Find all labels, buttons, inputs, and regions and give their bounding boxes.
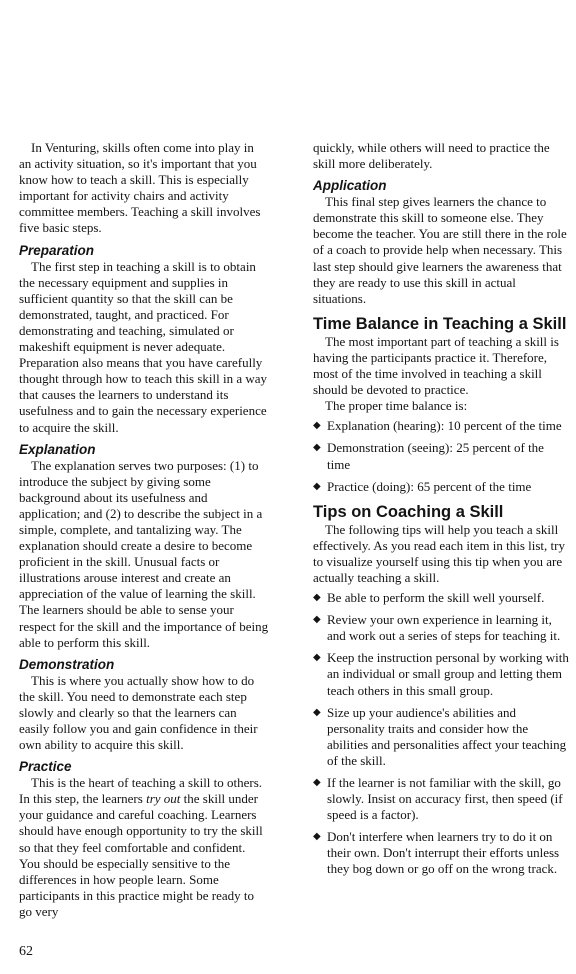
intro-paragraph: In Venturing, skills often come into play in an activity situation, so it's important that you know how to teach a skill. This is especially important for activity chairs and activity committee members. Teaching a skill involves five basic steps. bbox=[19, 140, 261, 236]
list-item: ◆ Keep the instruction personal by working with an individual or small group and letting them teach others in this small group. bbox=[313, 650, 569, 698]
diamond-bullet-icon: ◆ bbox=[313, 480, 321, 492]
continuation-paragraph: quickly, while others will need to practice the skill more deliberately. bbox=[313, 140, 550, 172]
explanation-paragraph: The explanation serves two purposes: (1) to introduce the subject by giving some background about its usefulness and application; and (2) to describe the subject in a simple, complete, and tantalizing way. The explanation should create a desire to become proficient in the skill. Unusual facts or illustrations arouse interest and create an appreciation of the value of learning the skill. The learners should be able to sense your respect for the skill and the importance of being able to perform this skill. bbox=[19, 457, 269, 650]
diamond-bullet-icon: ◆ bbox=[313, 777, 321, 788]
list-item: ◆ Don't interfere when learners try to do it on their own. Don't interrupt their efforts unless they bog down or go off on the wrong track. bbox=[313, 829, 560, 877]
practice-text-italic: try out bbox=[146, 791, 181, 807]
preparation-paragraph: The first step in teaching a skill is to obtain the necessary equipment and supplies in sufficient quantity so that the skill can be demonstrated, taught, and practiced. For demonstrating and teaching, simulated or makeshift equipment is never adequate. Preparation also means that you have carefully thought through how to teach this skill in a way that causes the learners to understand its usefulness and to gain the necessary experience to acquire the skill. bbox=[19, 258, 268, 435]
tips-list bbox=[313, 590, 570, 878]
practice-heading: Practice bbox=[19, 759, 72, 775]
left-column bbox=[19, 140, 269, 920]
diamond-bullet-icon: ◆ bbox=[313, 652, 321, 664]
explanation-heading: Explanation bbox=[19, 441, 96, 457]
application-heading: Application bbox=[313, 178, 387, 194]
list-item: ◆ Explanation (hearing): 10 percent of the time bbox=[313, 418, 562, 434]
application-paragraph: This final step gives learners the chance to demonstrate this skill to someone else. They become the teacher. You are still there in the role of a coach to provide help when necessary. This last step should give learners the awareness that they are ready to use this skill in actual situations. bbox=[313, 194, 567, 306]
diamond-bullet-icon: ◆ bbox=[313, 831, 321, 843]
right-column bbox=[313, 140, 570, 884]
list-item: ◆ Demonstration (seeing): 25 percent of the time bbox=[313, 440, 544, 472]
diamond-bullet-icon: ◆ bbox=[313, 592, 321, 604]
practice-paragraph bbox=[19, 775, 269, 920]
time-balance-heading: Time Balance in Teaching a Skill bbox=[313, 314, 567, 333]
diamond-bullet-icon: ◆ bbox=[313, 706, 321, 718]
preparation-heading: Preparation bbox=[19, 242, 95, 258]
list-item: ◆ Be able to perform the skill well yourself. bbox=[313, 590, 545, 606]
list-item: ◆ If the learner is not familiar with the skill, go slowly. Insist on accuracy first, then speed (if speed is a factor). bbox=[313, 775, 563, 823]
demonstration-paragraph: This is where you actually show how to do the skill. You need to demonstrate each step slowly and clearly so that the learners can easily follow you and gain confidence in their own ability to acquire this skill. bbox=[19, 672, 258, 753]
diamond-bullet-icon: ◆ bbox=[313, 420, 321, 432]
list-item: ◆ Practice (doing): 65 percent of the time bbox=[313, 478, 532, 494]
time-balance-list bbox=[313, 418, 570, 494]
demonstration-heading: Demonstration bbox=[19, 656, 115, 672]
practice-text-before: This is the heart of teaching a skill to others. In this step, the learners bbox=[19, 775, 263, 807]
diamond-bullet-icon: ◆ bbox=[313, 442, 321, 454]
list-item: ◆ Size up your audience's abilities and personality traits and consider how the abilities and personalities affect your teaching of the skill. bbox=[313, 704, 567, 768]
page-number: 62 bbox=[19, 944, 33, 959]
practice-text-after: the skill under your guidance and careful coaching. Learners should have enough opportunity to try the skill so that they feel comfortable and confident. You should be especially sensitive to the differences in how people learn. Some participants in this practice might be ready to go very bbox=[19, 791, 263, 919]
time-balance-intro: The proper time balance is: bbox=[325, 398, 468, 414]
tips-paragraph: The following tips will help you teach a skill effectively. As you read each item in this list, try to visualize yourself using this tip when you are actually teaching a skill. bbox=[313, 521, 565, 585]
list-item: ◆ Review your own experience in learning it, and work out a series of steps for teaching it. bbox=[313, 612, 561, 644]
diamond-bullet-icon: ◆ bbox=[313, 614, 321, 626]
time-balance-paragraph: The most important part of teaching a skill is having the participants practice it. Therefore, most of the time involved in teaching a skill should be devoted to practice. bbox=[313, 333, 559, 398]
tips-heading: Tips on Coaching a Skill bbox=[313, 502, 504, 521]
